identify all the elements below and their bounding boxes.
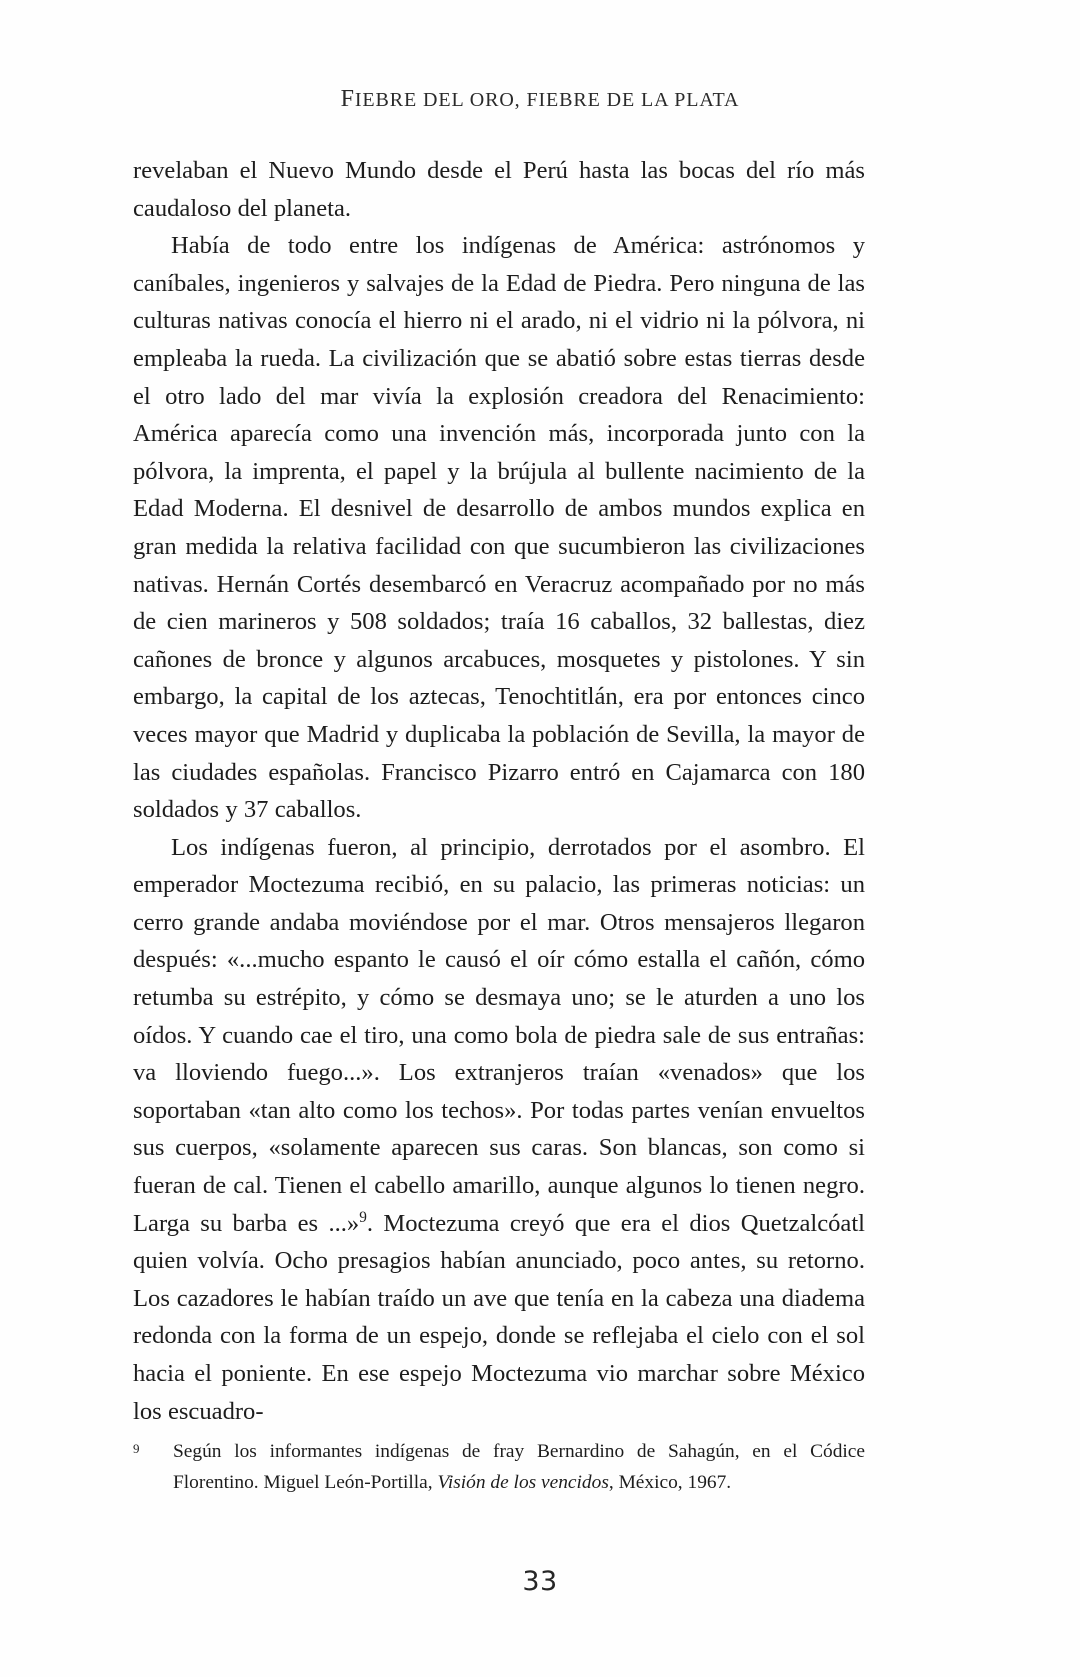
paragraph-2: Había de todo entre los indígenas de América: astrónomos y caníbales, ingenieros y salvajes de la Edad de Piedra. Pero ninguna de las culturas nativas conocía el hierro ni el arado, ni el vidrio ni la pólvora, ni empleaba la rueda. La civilización que se abatió sobre estas tierras desde el otro lado del mar vivía la explosión creadora del Renacimiento: América aparecía como una invención más, incorporada junto con la pólvora, la imprenta, el papel y la brújula al bullente nacimiento de la Edad Moderna. El desnivel de desarrollo de ambos mundos explica en gran medida la relativa facilidad con que sucumbieron las civilizaciones nativas. Hernán Cortés desembarcó en Veracruz acompañado por no más de cien marineros y 508 soldados; traía 16 caballos, 32 ballestas, diez cañones de bronce y algunos arcabuces, mosquetes y pistolones. Y sin embargo, la capital de los aztecas, Tenochtitlán, era por entonces cinco veces mayor que Madrid y duplicaba la población de Sevilla, la mayor de las ciudades españolas. Francisco Pizarro entró en Cajamarca con 180 soldados y 37 caballos. <box>133 232 865 824</box>
paragraph-3 <box>133 829 865 1431</box>
running-header <box>0 86 1080 113</box>
footnote-text-after-title: , México, 1967. <box>608 1472 732 1493</box>
footnote-text <box>173 1436 865 1498</box>
page-number: 33 <box>522 1566 558 1597</box>
footnote-reference-9[interactable]: 9 <box>359 1208 367 1226</box>
footnote-block <box>133 1436 865 1498</box>
footnote-book-title: Visión de los vencidos <box>437 1472 609 1493</box>
paragraph-1: revelaban el Nuevo Mundo desde el Perú hasta las bocas del río más caudaloso del planeta. <box>133 157 865 222</box>
running-header-initial: F <box>340 86 355 112</box>
footnote-text-before-title: Según los informantes indígenas de fray Bernardino de Sahagún, en el Códice Florentino. Miguel León-Portilla, <box>173 1441 865 1493</box>
footnote-marker: 9 <box>133 1441 140 1456</box>
paragraph-3-part-2: . Moctezuma creyó que era el dios Quetzalcóatl quien volvía. Ocho presagios habían anunciado, poco antes, su retorno. Los cazadores le habían traído un ave que tenía en la cabeza una diadema redonda con la forma de un espejo, donde se reflejaba el cielo con el sol hacia el poniente. En ese espejo Moctezuma vio marchar sobre México los escuadro- <box>133 1209 865 1425</box>
body-text-block <box>133 152 865 1430</box>
paragraph-3-part-1: Los indígenas fueron, al principio, derrotados por el asombro. El emperador Moctezuma recibió, en su palacio, las primeras noticias: un cerro grande andaba moviéndose por el mar. Otros mensajeros llegaron después: «...mucho espanto le causó el oír cómo estalla el cañón, cómo retumba su estrépito, y cómo se desmaya uno; se le aturden a uno los oídos. Y cuando cae el tiro, una como bola de piedra sale de sus entrañas: va lloviendo fuego...». Los extranjeros traían «venados» que los soportaban «tan alto como los techos». Por todas partes venían envueltos sus cuerpos, «solamente aparecen sus caras. Son blancas, son como si fueran de cal. Tienen el cabello amarillo, aunque algunos lo tienen negro. Larga su barba es ...» <box>133 833 865 1237</box>
running-header-text: IEBRE DEL ORO, FIEBRE DE LA PLATA <box>354 89 740 111</box>
